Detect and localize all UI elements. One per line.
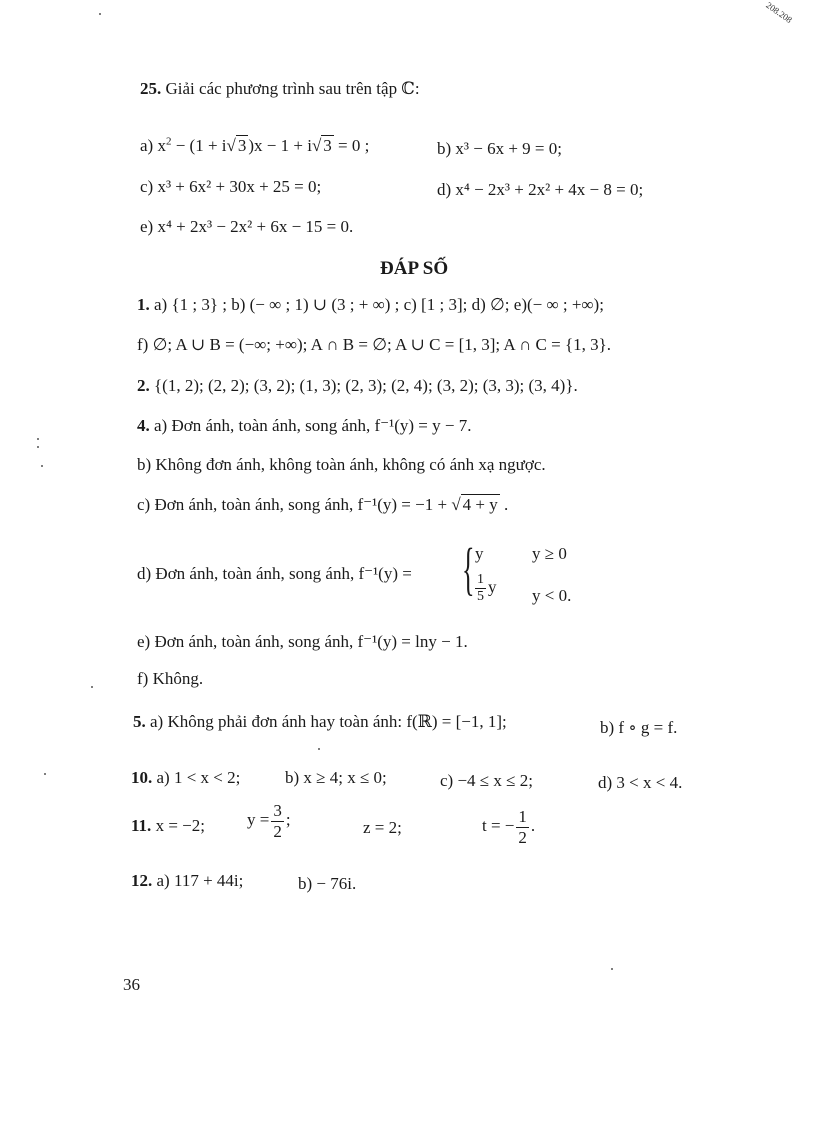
- exercise-number: 25.: [140, 79, 162, 98]
- answer-4d: d) Đơn ánh, toàn ánh, song ánh, f⁻¹(y) =: [137, 564, 412, 583]
- scan-speck: [611, 968, 613, 970]
- answer-10b: b) x ≥ 4; x ≤ 0;: [285, 768, 387, 787]
- equation-e: e) x⁴ + 2x³ − 2x² + 6x − 15 = 0.: [140, 217, 354, 236]
- answer-4c: c) Đơn ánh, toàn ánh, song ánh, f⁻¹(y) = −1 + √ 4 + y .: [137, 495, 509, 514]
- answer-4b: b) Không đơn ánh, không toàn ánh, không có ánh xạ ngược.: [137, 455, 546, 474]
- answer-2: 2. {(1, 2); (2, 2); (3, 2); (1, 3); (2, 3); (2, 4); (3, 2); (3, 3); (3, 4)}.: [137, 376, 578, 395]
- answer-11-x: 11. x = −2;: [131, 816, 205, 835]
- answer-12a: 12. a) 117 + 44i;: [131, 871, 244, 890]
- answer-5b: b) f ∘ g = f.: [600, 718, 678, 737]
- case-1-expr: y: [475, 544, 484, 563]
- piecewise-brace: {: [462, 536, 475, 601]
- equation-c: c) x³ + 6x² + 30x + 25 = 0;: [140, 177, 322, 196]
- answer-4a: 4. a) Đơn ánh, toàn ánh, song ánh, f⁻¹(y) = y − 7.: [137, 416, 472, 435]
- equation-b: b) x³ − 6x + 9 = 0;: [437, 139, 562, 158]
- answer-4e: e) Đơn ánh, toàn ánh, song ánh, f⁻¹(y) = lny − 1.: [137, 632, 468, 651]
- scan-speck: [318, 748, 320, 750]
- answer-1-line-1: 1. a) {1 ; 3} ; b) (− ∞ ; 1) ∪ (3 ; + ∞) ; c) [1 ; 3]; d) ∅; e)(− ∞ ; +∞);: [137, 295, 604, 314]
- answer-11-z: z = 2;: [363, 818, 402, 837]
- scan-speck: [99, 13, 101, 15]
- page-number: 36: [123, 975, 140, 994]
- equation-a: a) $x^2 - (1 + i√$ 3 )x − 1 + i√ 3 = 0 ;: [140, 135, 370, 155]
- scan-speck: [37, 446, 39, 448]
- answer-11-t: t = − $\frac{1}{2}$ .: [482, 807, 536, 847]
- scan-speck: [91, 686, 93, 688]
- scan-speck: [41, 465, 43, 467]
- answer-5a: 5. a) Không phải đơn ánh hay toàn ánh: f(ℝ) = [−1, 1];: [133, 712, 507, 731]
- case-1-cond: y ≥ 0: [532, 544, 567, 563]
- exercise-25-heading: [140, 80, 420, 97]
- answer-10c: c) −4 ≤ x ≤ 2;: [440, 771, 533, 790]
- answer-10a: 10. a) 1 < x < 2;: [131, 768, 241, 787]
- corner-stamp: 208.208: [764, 0, 794, 25]
- answer-4f: f) Không.: [137, 669, 204, 688]
- scan-speck: [37, 438, 39, 440]
- answer-1-line-2: f) ∅; A ∪ B = (−∞; +∞); A ∩ B = ∅; A ∪ C = [1, 3]; A ∩ C = {1, 3}.: [137, 335, 612, 354]
- answer-10d: d) 3 < x < 4.: [598, 773, 683, 792]
- answer-12b: b) − 76i.: [298, 874, 357, 893]
- exercise-title: Giải các phương trình sau trên tập ℂ:: [165, 79, 420, 98]
- answer-11-y: y = $\frac{3}{2}$ ;: [247, 801, 291, 841]
- case-2-cond: y < 0.: [532, 586, 572, 605]
- equation-d: d) x⁴ − 2x³ + 2x² + 4x − 8 = 0;: [437, 180, 644, 199]
- case-2-expr: $\frac{1}{5}$ y: [477, 572, 497, 605]
- scan-speck: [44, 773, 46, 775]
- answers-title: ĐÁP SỐ: [380, 258, 449, 279]
